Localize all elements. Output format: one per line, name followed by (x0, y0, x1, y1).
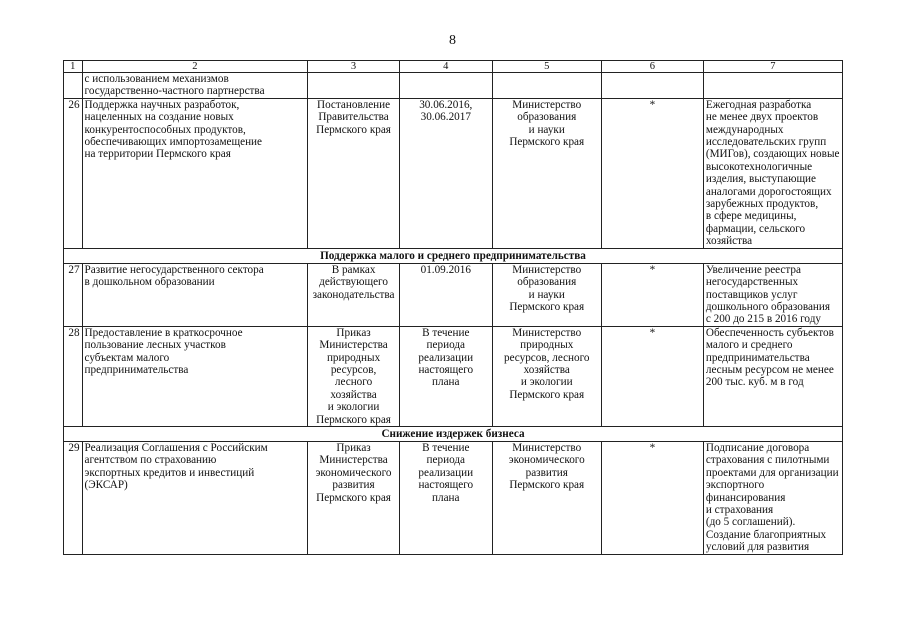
action-plan-table (63, 60, 843, 555)
text-line: хозяйства (523, 363, 570, 376)
text-line: с 200 до 215 в 2016 году (705, 313, 821, 326)
text-line: Министерство (512, 441, 582, 454)
column-header: 7 (703, 61, 842, 73)
deadline-cell (399, 98, 492, 248)
text-line: природных (520, 339, 574, 352)
text-line: В течение (422, 326, 470, 339)
text-line: экспортных кредитов и инвестиций (84, 466, 255, 479)
text-line: Пермского края (509, 136, 585, 149)
text-line: реализации (418, 351, 474, 364)
column-header: 2 (82, 61, 308, 73)
result-cell (703, 326, 842, 426)
table-row (64, 441, 843, 554)
result-cell (703, 98, 842, 248)
text-line: Пермского края (509, 300, 585, 313)
text-line: и страхования (705, 504, 774, 516)
text-line: с использованием механизмов (84, 73, 229, 85)
text-line: конкурентоспособных продуктов, (84, 123, 246, 136)
marker-cell (601, 73, 703, 99)
section-heading-row (64, 426, 843, 441)
document-cell (308, 441, 400, 554)
measure-cell (82, 98, 308, 248)
column-header: 4 (399, 61, 492, 73)
text-line: 01.09.2016 (420, 263, 471, 276)
text-line: условий для развития (705, 541, 810, 554)
text-line: ресурсов, лесного (503, 351, 590, 364)
responsible-cell (492, 73, 601, 99)
marker-cell: * (601, 326, 703, 426)
text-line: исследовательских групп (705, 136, 827, 149)
text-line: субъектам малого (84, 351, 170, 364)
column-number-header-row (64, 61, 843, 73)
text-line: и науки (528, 288, 565, 301)
responsible-cell (492, 98, 601, 248)
text-line: предпринимательства (705, 351, 810, 364)
text-line: на территории Пермского края (84, 148, 231, 161)
measure-cell (82, 326, 308, 426)
text-line: настоящего (418, 363, 474, 376)
text-line: международных (705, 123, 784, 136)
text-line: и экологии (327, 401, 380, 414)
text-line: плана (432, 491, 460, 504)
text-line: действующего (319, 276, 388, 289)
responsible-cell (492, 441, 601, 554)
text-line: (до 5 соглашений). (705, 516, 796, 529)
marker-cell: * (601, 263, 703, 326)
text-line: Пермского края (316, 413, 391, 426)
text-line: в сфере медицины, (705, 210, 797, 223)
text-line: агентством по страхованию (84, 454, 217, 467)
text-line: ресурсов, (330, 363, 377, 376)
text-line: развития (332, 479, 375, 492)
text-line: Пермского края (316, 123, 391, 136)
text-line: аналогами дорогостоящих (705, 185, 832, 198)
table-row (64, 263, 843, 326)
text-line: негосударственных (705, 276, 799, 289)
text-line: Создание благоприятных (705, 528, 827, 541)
text-line: изделия, выступающие (705, 173, 817, 186)
text-line: (МИГов), создающих новые (705, 148, 840, 161)
text-line: лесным ресурсом не менее (705, 363, 834, 376)
text-line: не менее двух проектов (705, 111, 819, 124)
text-line: В рамках (331, 263, 376, 276)
text-line: Правительства (318, 111, 389, 124)
text-line: проектами для организации (705, 466, 839, 479)
measure-cell (82, 441, 308, 554)
text-line: Приказ (336, 441, 371, 454)
text-line: Реализация Соглашения с Российским (84, 441, 268, 454)
deadline-cell (399, 441, 492, 554)
measure-cell (82, 73, 308, 99)
text-line: Пермского края (509, 388, 585, 401)
document-cell (308, 326, 400, 426)
text-line: Подписание договора (705, 441, 810, 454)
column-header: 3 (308, 61, 400, 73)
marker-cell: * (601, 441, 703, 554)
row-number-cell: 26 (64, 98, 83, 248)
text-line: Постановление (316, 98, 391, 111)
text-line: Министерство (512, 263, 582, 276)
text-line: лесного (334, 376, 373, 389)
deadline-cell (399, 263, 492, 326)
text-line: Приказ (336, 326, 371, 339)
text-line: хозяйства (705, 235, 753, 248)
text-line: экономического (315, 466, 392, 479)
text-line: законодательства (312, 288, 395, 301)
text-line: Министерства (319, 454, 388, 467)
text-line: В течение (422, 441, 470, 454)
text-line: (ЭКСАР) (84, 479, 128, 492)
text-line: и науки (528, 123, 565, 136)
text-line: периода (426, 339, 465, 352)
text-line: настоящего (418, 479, 474, 492)
continuation-row (64, 73, 843, 99)
text-line: природных (326, 351, 381, 364)
marker-cell: * (601, 98, 703, 248)
row-number-cell: 29 (64, 441, 83, 554)
document-cell (308, 263, 400, 326)
text-line: Развитие негосударственного сектора (84, 263, 264, 276)
column-header: 5 (492, 61, 601, 73)
text-line: в дошкольном образовании (84, 276, 215, 289)
column-header: 1 (64, 61, 83, 73)
row-number-cell: 28 (64, 326, 83, 426)
section-heading-row (64, 248, 843, 263)
text-line: зарубежных продуктов, (705, 198, 819, 211)
document-cell (308, 73, 400, 99)
text-line: 30.06.2016, (419, 98, 473, 111)
text-line: образования (517, 276, 577, 289)
text-line: государственно-частного партнерства (84, 85, 265, 98)
text-line: предпринимательства (84, 363, 189, 376)
responsible-cell (492, 263, 601, 326)
text-line: обеспечивающих импортозамещение (84, 136, 263, 149)
text-line: малого и среднего (705, 339, 793, 352)
text-line: периода (426, 454, 465, 467)
text-line: экспортного (705, 479, 765, 492)
text-line: реализации (418, 466, 474, 479)
text-line: плана (432, 376, 460, 389)
deadline-cell (399, 73, 492, 99)
section-heading: Поддержка малого и среднего предпринимательства (64, 248, 843, 263)
column-header: 6 (601, 61, 703, 73)
deadline-cell (399, 326, 492, 426)
text-line: поставщиков услуг (705, 288, 798, 301)
text-line: Пермского края (509, 479, 585, 492)
page-number: 8 (449, 33, 456, 48)
result-cell (703, 441, 842, 554)
text-line: Предоставление в краткосрочное (84, 326, 243, 339)
section-heading: Снижение издержек бизнеса (64, 426, 843, 441)
text-line: и экологии (520, 376, 573, 389)
text-line: финансирования (705, 491, 786, 504)
row-number-cell (64, 73, 83, 99)
text-line: Министерства (319, 339, 388, 352)
text-line: Поддержка научных разработок, (84, 98, 240, 111)
result-cell (703, 73, 842, 99)
responsible-cell (492, 326, 601, 426)
text-line: Увеличение реестра (705, 263, 801, 276)
measure-cell (82, 263, 308, 326)
text-line: развития (525, 466, 568, 479)
text-line: дошкольного образования (705, 300, 831, 313)
text-line: образования (517, 111, 577, 124)
text-line: 30.06.2017 (420, 111, 471, 124)
text-line: страхования с пилотными (705, 454, 830, 467)
text-line: нацеленных на создание новых (84, 111, 234, 124)
text-line: Министерство (512, 326, 582, 339)
text-line: Ежегодная разработка (705, 98, 812, 111)
text-line: Пермского края (316, 491, 391, 504)
text-line: 200 тыс. куб. м в год (705, 376, 804, 389)
text-line: хозяйства (330, 388, 377, 401)
table-row (64, 98, 843, 248)
text-line: высокотехнологичные (705, 160, 813, 173)
text-line: Обеспеченность субъектов (705, 326, 834, 339)
text-line: Министерство (512, 98, 582, 111)
document-cell (308, 98, 400, 248)
result-cell (703, 263, 842, 326)
text-line: фармации, сельского (705, 222, 806, 235)
row-number-cell: 27 (64, 263, 83, 326)
text-line: пользование лесных участков (84, 339, 226, 352)
table-row (64, 326, 843, 426)
text-line: экономического (508, 454, 585, 467)
